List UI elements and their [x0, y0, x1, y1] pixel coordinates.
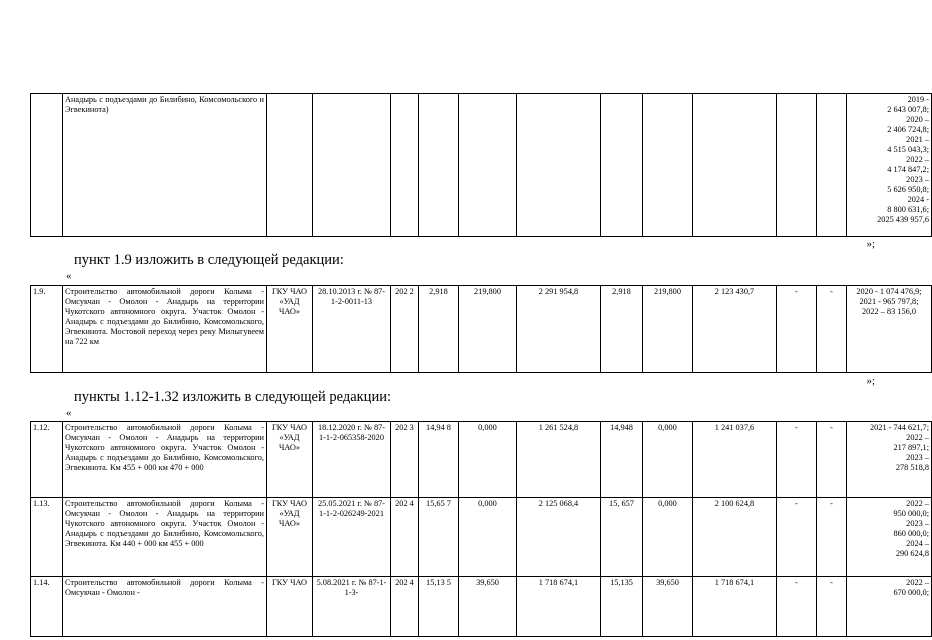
object-description: Строительство автомобильной дороги Колыма - Омсукчан - Омолон - [63, 577, 267, 637]
dash-1: - [777, 422, 817, 498]
row-number: 1.12. [31, 422, 63, 498]
table-continuation [30, 93, 932, 237]
value-3: 2 125 068,4 [517, 498, 601, 577]
year: 202 4 [391, 498, 419, 577]
value-4: 14,948 [601, 422, 643, 498]
value-1: 15,65 7 [419, 498, 459, 577]
value-6: 2 123 430,7 [693, 286, 777, 373]
dash-1: - [777, 286, 817, 373]
object-description: Строительство автомобильной дороги Колыма - Омсукчан - Омолон - Анадырь на территории Чукотского автономного округа. Участок Омолон - Анадырь с подъездами до Билибино, Комсомольского, Эгвекинота. Км 440 + 000 км 455 + 000 [63, 498, 267, 577]
dash-1: - [777, 498, 817, 577]
table-row [31, 498, 932, 577]
value-4: 15,135 [601, 577, 643, 637]
dash-2: - [817, 577, 847, 637]
value-5: 0,000 [643, 422, 693, 498]
dash-2: - [817, 498, 847, 577]
table-item-1-9 [30, 285, 932, 373]
financing-by-year: 2022 – 950 000,0; 2023 – 860 000,0; 2024 – 290 624,8 [847, 498, 932, 577]
value-3: 1 261 524,8 [517, 422, 601, 498]
permit: 5.08.2021 г. № 87-1-1-3- [313, 577, 391, 637]
row-number: 1.13. [31, 498, 63, 577]
value-2: 0,000 [459, 498, 517, 577]
dash-2: - [817, 286, 847, 373]
closing-quote: »; [866, 375, 875, 387]
amendment-heading-1-9: пункт 1.9 изложить в следующей редакции: [74, 252, 344, 268]
table-items-1-12-onward [30, 421, 932, 637]
object-description: Строительство автомобильной дороги Колыма - Омсукчан - Омолон - Анадырь на территории Чукотского автономного округа. Участок Омолон - Анадырь с подъездами до Билибино, Комсомольского, Эгвекинота. Мостовой переход через реку Милыгувеем на 722 км [63, 286, 267, 373]
table-row [31, 577, 932, 637]
value-3: 1 718 674,1 [517, 577, 601, 637]
permit: 25.05.2021 г. № 87-1-1-2-026249-2021 [313, 498, 391, 577]
value-6: 2 100 624,8 [693, 498, 777, 577]
organization: ГКУ ЧАО «УАД ЧАО» [267, 286, 313, 373]
permit: 28.10.2013 г. № 87-1-2-0011-13 [313, 286, 391, 373]
financing-by-year: 2019 - 2 643 007,8; 2020 – 2 406 724,8; 2021 – 4 515 043,3; 2022 – 4 174 847,2; 2023 – 5 626 950,8; 2024 - 8 800 631,6; 2025 439 957,6 [847, 94, 932, 237]
row-number: 1.14. [31, 577, 63, 637]
dash-2: - [817, 422, 847, 498]
value-5: 39,650 [643, 577, 693, 637]
year: 202 4 [391, 577, 419, 637]
value-2: 219,800 [459, 286, 517, 373]
value-6: 1 241 037,6 [693, 422, 777, 498]
amendment-heading-1-12-1-32: пункты 1.12-1.32 изложить в следующей редакции: [74, 389, 391, 405]
value-1: 14,94 8 [419, 422, 459, 498]
opening-quote: « [66, 270, 72, 282]
table-row [31, 422, 932, 498]
dash-1: - [777, 577, 817, 637]
object-description: Анадырь с подъездами до Билибино, Комсомольского и Эгвекинота) [63, 94, 267, 237]
row-number: 1.9. [31, 286, 63, 373]
year: 202 3 [391, 422, 419, 498]
table-row [31, 94, 932, 237]
object-description: Строительство автомобильной дороги Колыма - Омсукчан - Омолон - Анадырь на территории Чукотского автономного округа. Участок Омолон - Анадырь с подъездами до Билибино, Комсомольского, Эгвекинота. Км 455 + 000 км 470 + 000 [63, 422, 267, 498]
financing-by-year: 2022 – 670 000,0; [847, 577, 932, 637]
value-1: 15,13 5 [419, 577, 459, 637]
table-row [31, 286, 932, 373]
value-4: 15, 657 [601, 498, 643, 577]
permit: 18.12.2020 г. № 87-1-1-2-065358-2020 [313, 422, 391, 498]
financing-by-year: 2021 - 744 621,7; 2022 – 217 897,1; 2023 – 278 518,8 [847, 422, 932, 498]
value-6: 1 718 674,1 [693, 577, 777, 637]
year: 202 2 [391, 286, 419, 373]
financing-by-year: 2020 - 1 074 476,9; 2021 - 965 797,8; 2022 – 83 156,0 [847, 286, 932, 373]
value-1: 2,918 [419, 286, 459, 373]
closing-quote: »; [866, 238, 875, 250]
value-4: 2,918 [601, 286, 643, 373]
value-2: 39,650 [459, 577, 517, 637]
organization: ГКУ ЧАО [267, 577, 313, 637]
organization: ГКУ ЧАО «УАД ЧАО» [267, 422, 313, 498]
value-3: 2 291 954,8 [517, 286, 601, 373]
opening-quote: « [66, 407, 72, 419]
value-5: 219,800 [643, 286, 693, 373]
organization: ГКУ ЧАО «УАД ЧАО» [267, 498, 313, 577]
value-2: 0,000 [459, 422, 517, 498]
value-5: 0,000 [643, 498, 693, 577]
